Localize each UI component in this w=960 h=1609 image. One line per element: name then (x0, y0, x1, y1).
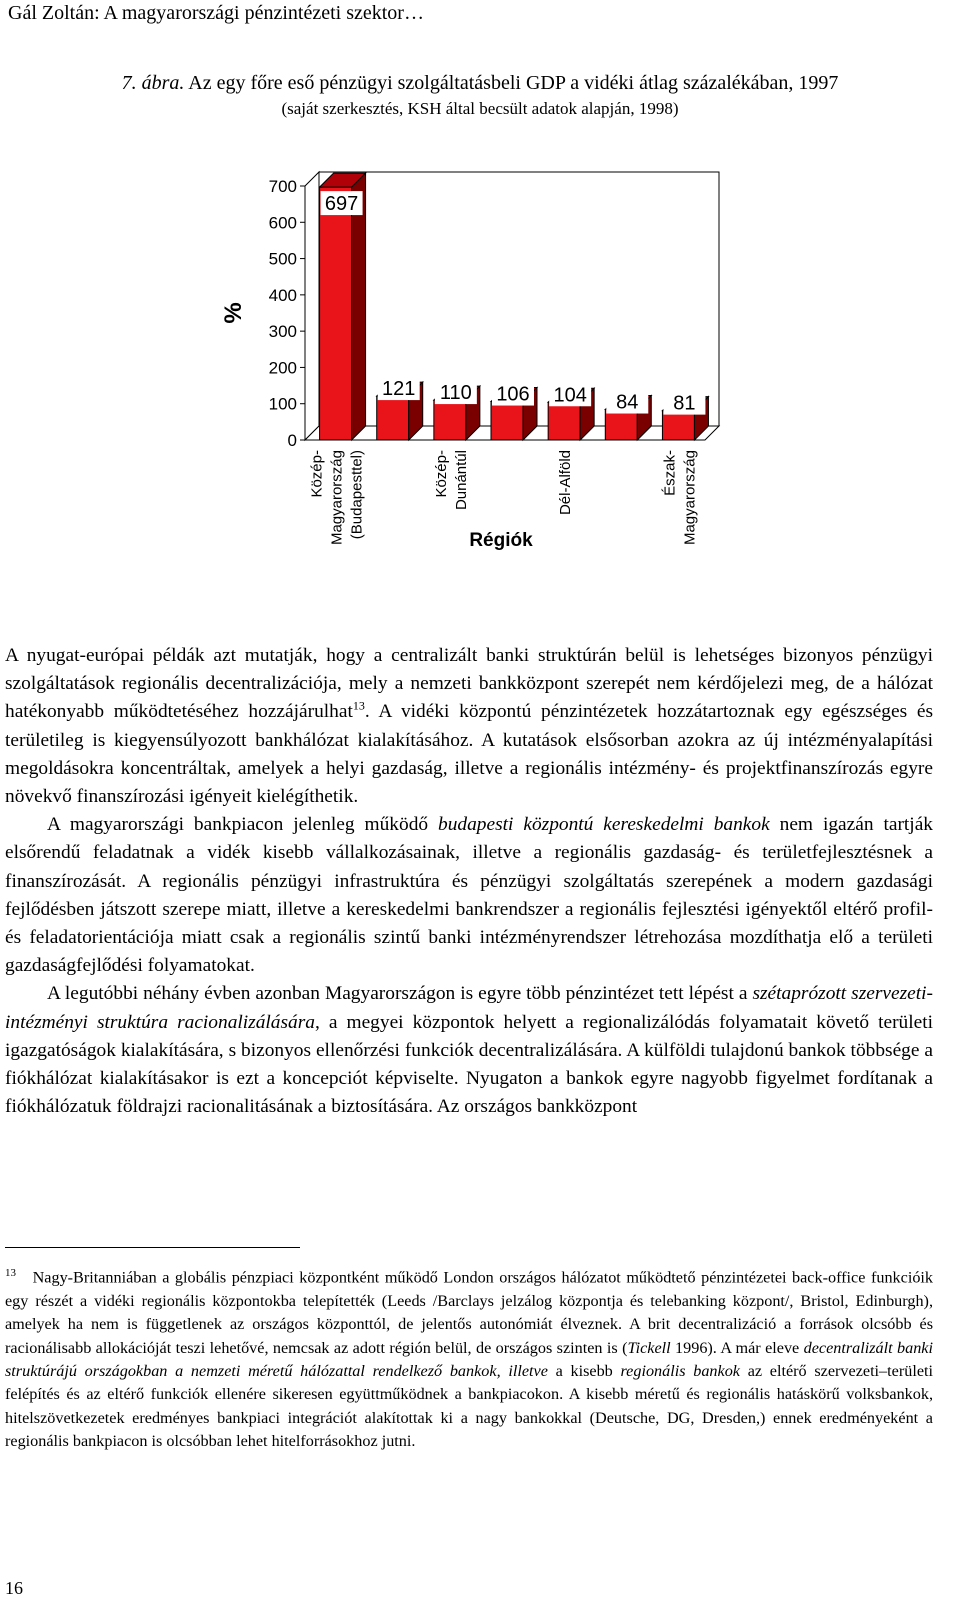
chart-side-wall (305, 172, 319, 440)
body-paragraph: A magyarországi bankpiacon jelenleg működő budapesti központú kereskedelmi bankok nem igazán tartják elsőrendű feladatnak a vidék kisebb vállalkozásainak, illetve a regionális gazdaság- és területfejlesztésnek a finanszírozását. A regionális pénzügyi infrastruktúra és pénzügyi szolgáltatás szerepének a modern gazdasági fejlődésben játszott szerepe miatt, illetve a kereskedelmi bankrendszer a regionális fejlesztési igényektől eltérő profil- és feladatorientációja miatt csak a regionális szintű banki intézményrendszer létrehozása mozdíthatja elő a területi gazdaságfejlődési folyamatokat. (5, 814, 933, 977)
bar (548, 402, 580, 440)
x-tick-label: Magyarország (328, 450, 346, 546)
data-label: 84 (616, 391, 639, 414)
y-tick-label: 300 (268, 322, 297, 342)
data-label: 104 (553, 384, 587, 407)
x-tick-label: Dél-Alföld (557, 450, 575, 516)
body-paragraph: A nyugat-európai példák azt mutatják, hogy a centralizált banki struktúrán belül is lehetséges bizonyos pénzügyi szolgáltatások regionális decentralizációja, mely a nemzeti bankközpont szerepét nem kérdőjelezi meg, de a hálózat hatékonyabb működtetéséhez hozzájárulhat$^{13}$. A vidéki központú pénzintézetek hozzátartoznak egy egészséges és területileg is kiegyensúlyozott bankhálózat kialakításához. A kutatások elsősorban azokra az új intézményalapítási megoldásokra koncentráltak, amelyek a helyi gazdaság, illetve a regionális intézmény- és projektfinanszírozás egyre növekvő finanszírozási igényeit kielégíthetik. (5, 645, 933, 808)
x-tick-label: Magyarország (681, 450, 699, 546)
y-tick-label: 200 (268, 358, 297, 378)
body-paragraph: A legutóbbi néhány évben azonban Magyarországon is egyre több pénzintézet tett lépést a szétaprózott szervezeti-intézményi struktúra racionalizálására, a megyei központok helyett a regionalizálódás folyamatait követő területi igazgatóságok kialakítására, s bizonyos ellenőrzési funkciók decentralizálására. A külföldi tulajdonú bankok többsége a fiókhálózat kialakításakor is ezt a koncepciót képviselte. Nyugaton a bankok egyre nagyobb figyelmet fordítanak a fiókhálózatuk földrajzi racionalitásának a biztosítására. Az országos bankközpont (5, 983, 933, 1118)
x-tick-label: (Budapesttel) (348, 450, 366, 540)
page-number: 16 (5, 1578, 23, 1598)
bar (320, 187, 352, 440)
x-tick-label: Dunántúl (452, 450, 470, 511)
bar (434, 400, 466, 440)
footnote-number: 13 (5, 1267, 16, 1279)
figure-title: Az egy főre eső pénzügyi szolgáltatásbeli GDP a vidéki átlag százalékában, 1997 (188, 72, 839, 94)
bar (605, 410, 637, 440)
y-tick-label: 700 (268, 177, 297, 196)
x-tick-label: Észak- (661, 450, 679, 496)
figure-label: 7. ábra. (121, 72, 185, 94)
bar-chart (205, 168, 725, 568)
data-label: 110 (439, 382, 472, 405)
data-label: 697 (324, 193, 359, 216)
data-label: 106 (496, 383, 530, 406)
y-tick-label: 600 (268, 213, 297, 233)
figure-caption (30, 70, 930, 122)
y-tick-label: 0 (287, 431, 297, 450)
bar (662, 411, 694, 440)
data-label: 81 (673, 392, 696, 415)
footnote-text: Nagy-Britanniában a globális pénzpiaci központként működő London országos hálózatot működtető pénzintézetei back-office funkcióik egy részét a vidéki regionális központokba telepítették (Leeds /Barclays jelzálog központja és telebanking központ/, Bristol, Edinburgh), amelyek ha nem is függetlenek az országos központtól, de jelentős autonómiát élveznek. A brit decentralizáció a források olcsóbb és racionálisabb allokációját teszi lehetővé, nemcsak az adott régión belül, de országos szinten is (Tickell 1996). A már eleve decentralizált banki struktúrájú országokban a nemzeti méretű hálózattal rendelkező bankok, illetve a kisebb regionális bankok az eltérő szervezeti–területi felépítés és az eltérő funkciók ellenére sikeresen együttműködnek a bankpiacokon. A kisebb méretű és regionális hatáskörű volksbankok, hitelszövetkezetek eredményes bankpiaci integrációt alakítottak ki a nagy bankokkal (Deutsche, DG, Dresden,) ennek eredményeként a regionális bankpiacon is olcsóbban lehet hitelforrásokhoz jutni. (5, 1268, 934, 1451)
footnote (5, 1262, 933, 1454)
y-tick-label: 100 (268, 394, 297, 414)
bar (491, 402, 523, 440)
y-tick-label: 400 (268, 285, 297, 305)
bar (377, 396, 409, 440)
body-text (5, 642, 933, 1121)
y-axis-label: % (220, 302, 247, 324)
figure-subtitle: (saját szerkesztés, KSH által becsült adatok alapján, 1998) (281, 99, 679, 118)
running-head: Gál Zoltán: A magyarországi pénzintézeti szektor… (8, 2, 424, 24)
footnote-rule (5, 1247, 300, 1248)
data-label: 121 (382, 378, 416, 401)
y-tick-label: 500 (268, 249, 297, 269)
x-axis-label: Régiók (469, 530, 533, 551)
x-tick-label: Közép- (308, 450, 326, 498)
x-tick-label: Közép- (432, 450, 450, 498)
